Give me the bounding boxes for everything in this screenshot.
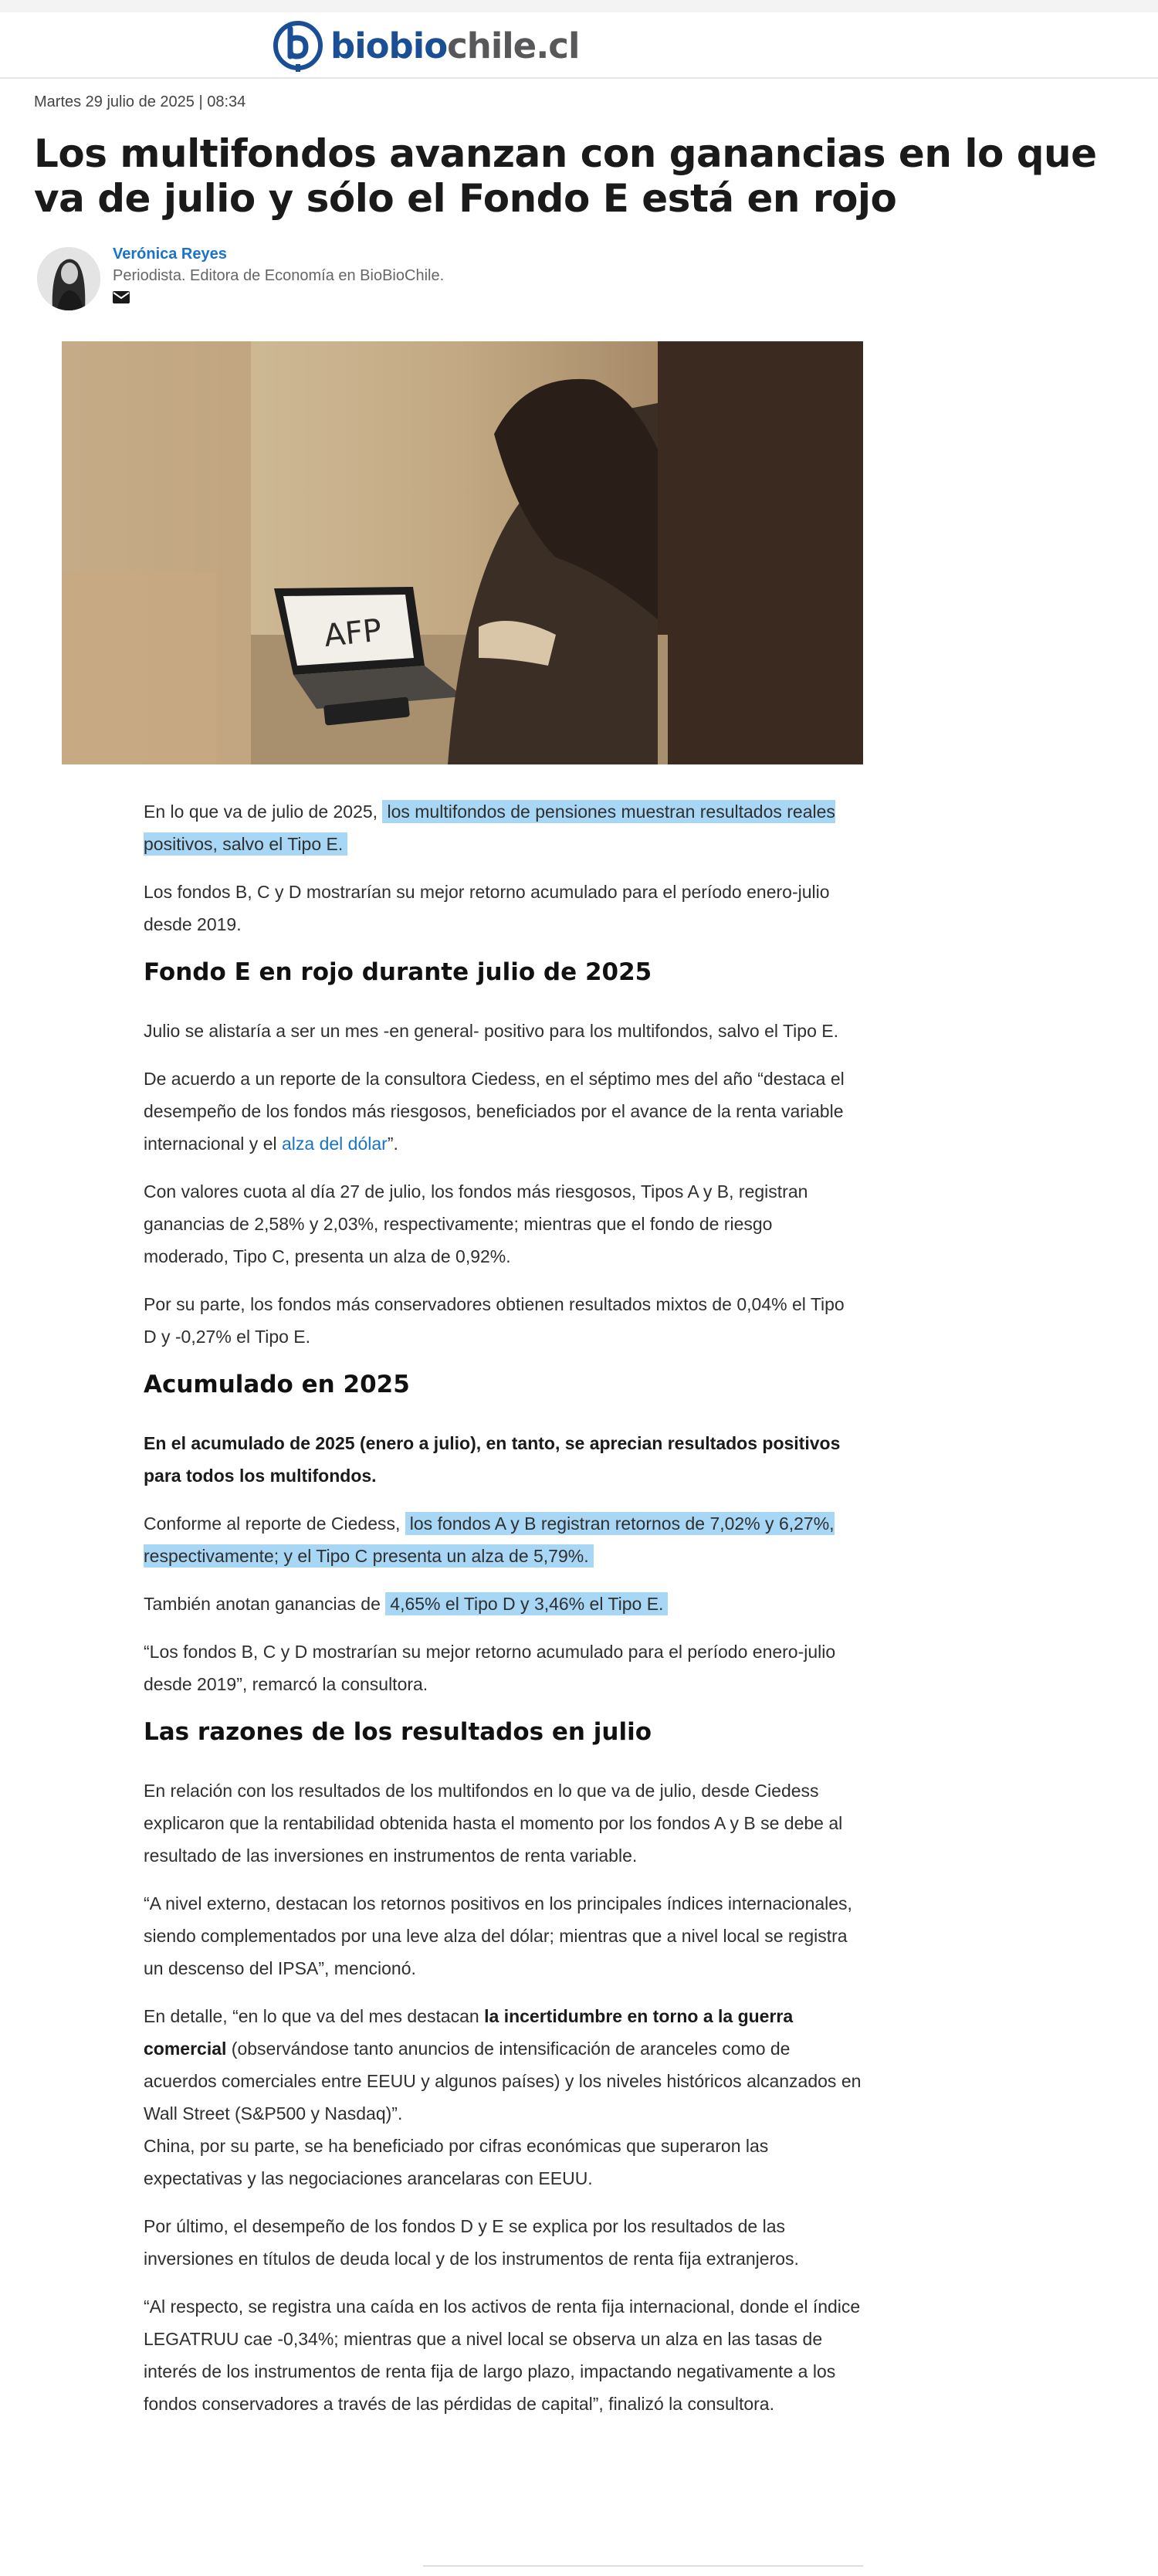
- heading-acumulado: Acumulado en 2025: [144, 1371, 410, 1398]
- paragraph-16: “Al respecto, se registra una caída en los activos de renta fija internacional, donde el índice LEGATRUU cae -0,34%; mientras que a nivel local se observa un alza en las tasas de interés de los instrumentos de renta fija de largo plazo, impactando negativamente a los fondos conservadores a través de las pérdidas de capital”, finalizó la consultora.: [144, 2296, 861, 2414]
- site-header: [0, 12, 1158, 79]
- author-avatar[interactable]: [37, 247, 100, 310]
- paragraph-11: En relación con los resultados de los multifondos en lo que va de julio, desde Ciedess explicaron que la rentabilidad obtenida hasta el momento por los fondos A y B se debe al resultado de las inversiones en instrumentos de renta variable.: [144, 1781, 843, 1866]
- wordmark-part1: biobio: [330, 25, 448, 66]
- paragraph-1: [144, 795, 862, 860]
- p9-text: También anotan ganancias de: [144, 1594, 381, 1614]
- site-logo[interactable]: [272, 17, 579, 74]
- paragraph-10: “Los fondos B, C y D mostrarían su mejor retorno acumulado para el período enero-julio desde 2019”, remarcó la consultora.: [144, 1642, 836, 1694]
- paragraph-5: Con valores cuota al día 27 de julio, los fondos más riesgosos, Tipos A y B, registran ganancias de 2,58% y 2,03%, respectivamente; mientras que el fondo de riesgo moderado, Tipo C, presenta un alza de 0,92%.: [144, 1181, 808, 1266]
- paragraph-14: China, por su parte, se ha beneficiado por cifras económicas que superaron las expectativas y las negociaciones arancelaras con EEUU.: [144, 2136, 769, 2188]
- article-body: [144, 795, 862, 2435]
- article-date: Martes 29 julio de 2025 | 08:34: [34, 93, 246, 110]
- p8-text: Conforme al reporte de Ciedess,: [144, 1513, 401, 1534]
- heading-razones: Las razones de los resultados en julio: [144, 1718, 652, 1746]
- laptop-screen-text: AFP: [322, 612, 384, 655]
- author-photo: [37, 247, 100, 310]
- paragraph-4: [144, 1063, 862, 1160]
- paragraph-7: [144, 1427, 862, 1492]
- paragraph-2: Los fondos B, C y D mostrarían su mejor retorno acumulado para el período enero-julio desde 2019.: [144, 882, 830, 934]
- envelope-icon[interactable]: [113, 291, 130, 303]
- paragraph-9: [144, 1588, 862, 1620]
- p4-end: ”.: [387, 1134, 398, 1154]
- biobio-logo-icon: [272, 19, 324, 72]
- author-bio: Periodista. Editora de Economía en BioBioChile.: [113, 267, 445, 284]
- p13-rest: (observándose tanto anuncios de intensificación de aranceles como de acuerdos comerciales entre EEUU y algunos países) y los niveles históricos alcanzados en Wall Street (S&P500 y Nasdaq)”.: [144, 2039, 862, 2124]
- site-wordmark: [330, 25, 579, 66]
- afp-laptop-photo: [62, 341, 863, 764]
- article-title: Los multifondos avanzan con ganancias en lo que va de julio y sólo el Fondo E está en rojo: [34, 131, 1097, 221]
- p13-bold: la incertidumbre en torno a la guerra comercial: [144, 2006, 794, 2059]
- paragraph-6: Por su parte, los fondos más conservadores obtienen resultados mixtos de 0,04% el Tipo D y -0,27% el Tipo E.: [144, 1294, 845, 1347]
- article-hero-image: [62, 341, 863, 764]
- p4-text: De acuerdo a un reporte de la consultora Ciedess, en el séptimo mes del año “destaca el desempeño de los fondos más riesgosos, beneficiados por el avance de la renta variable internacional y el: [144, 1069, 845, 1154]
- p1-highlight: los multifondos de pensiones muestran resultados reales positivos, salvo el Tipo E.: [144, 802, 835, 854]
- alza-del-dolar-link[interactable]: alza del dólar: [282, 1134, 388, 1154]
- p9-highlight: 4,65% el Tipo D y 3,46% el Tipo E.: [385, 1592, 668, 1615]
- p1-text: En lo que va de julio de 2025,: [144, 802, 378, 822]
- wordmark-part2: chile.cl: [447, 25, 580, 66]
- paragraph-3: Julio se alistaría a ser un mes -en general- positivo para los multifondos, salvo el Tipo E.: [144, 1021, 838, 1041]
- paragraph-12: “A nivel externo, destacan los retornos positivos en los principales índices internacionales, siendo complementados por una leve alza del dólar; mientras que a nivel local se registra un descenso del IPSA”, mencionó.: [144, 1893, 852, 1978]
- p13-text: En detalle, “en lo que va del mes destacan: [144, 2006, 479, 2026]
- p8-highlight: los fondos A y B registran retornos de 7,02% y 6,27%, respectivamente; y el Tipo C presenta un alza de 5,79%.: [144, 1513, 835, 1566]
- author-name-link[interactable]: Verónica Reyes: [113, 246, 227, 263]
- paragraph-8: [144, 1507, 862, 1572]
- bottom-divider: [423, 2565, 863, 2567]
- top-strip: [0, 0, 1158, 12]
- heading-fondo-e: Fondo E en rojo durante julio de 2025: [144, 958, 652, 986]
- paragraph-13: [144, 2000, 862, 2130]
- paragraph-15: Por último, el desempeño de los fondos D y E se explica por los resultados de las inversiones en títulos de deuda local y de los instrumentos de renta fija extranjeros.: [144, 2216, 799, 2269]
- p7-bold: En el acumulado de 2025 (enero a julio), en tanto, se aprecian resultados positivos para todos los multifondos.: [144, 1433, 841, 1486]
